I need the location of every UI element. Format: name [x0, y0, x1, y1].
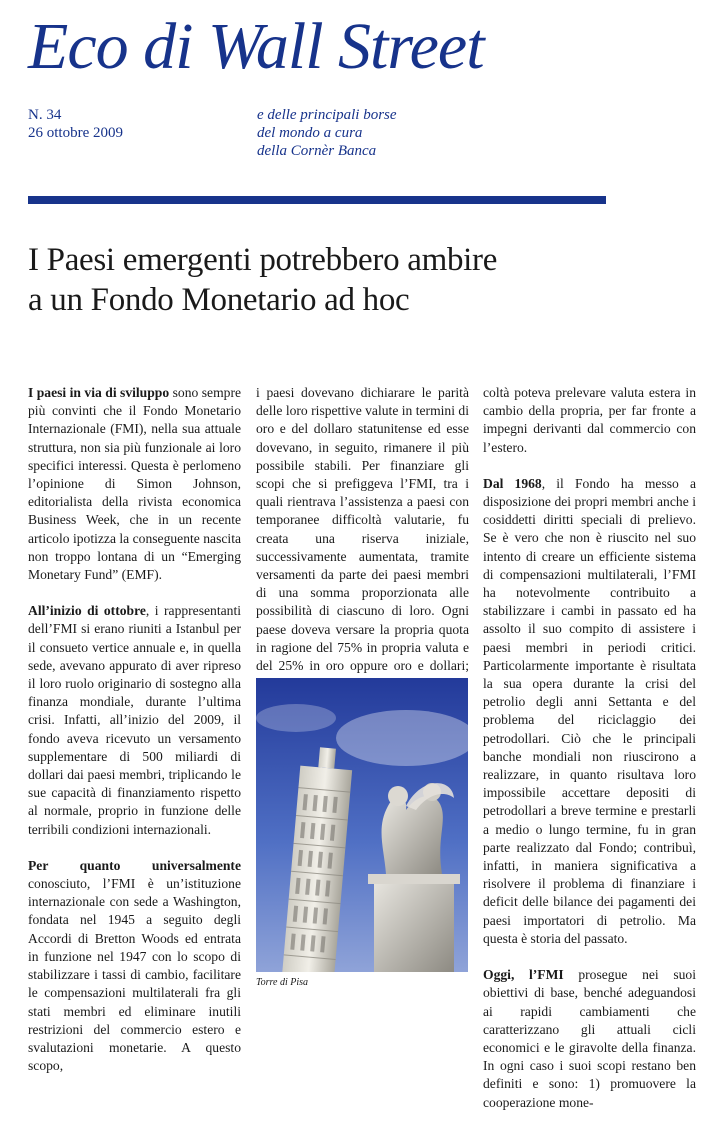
headline-line: a un Fondo Monetario ad hoc — [28, 282, 410, 318]
paragraph-lead: Dal 1968 — [483, 475, 542, 491]
tagline-line: del mondo a cura — [257, 125, 363, 141]
issue-number: N. 34 — [28, 107, 62, 123]
issue-date: 26 ottobre 2009 — [28, 125, 123, 141]
paragraph — [28, 602, 241, 839]
paragraph — [483, 475, 696, 948]
article-headline — [28, 240, 648, 320]
paragraph — [483, 384, 696, 457]
photo-illustration — [256, 678, 468, 972]
masthead-divider — [28, 196, 606, 204]
paragraph — [28, 384, 241, 584]
article-column-1 — [28, 384, 241, 1093]
headline-line: I Paesi emergenti potrebbero ambire — [28, 242, 498, 278]
paragraph-lead: Oggi, l’FMI — [483, 967, 564, 983]
torre-di-pisa-photo — [256, 678, 468, 972]
paragraph-text: , i rappresentanti dell’FMI si erano riuniti a Istanbul per il consueto vertice annuale e, in quella sede, avevano appurato di aver ripreso il loro ruolo originario di sostegno alla finanza mondiale, durante l’ultima crisi. Infatti, all’inizio del 2009, il fondo aveva ricevuto un versamento supplementare di 500 miliardi di dollari dai paesi membri, triplicando le sue capacità di finanziamento rispetto al normale, proprio in funzione delle terribili condizioni internazionali. — [28, 603, 241, 837]
paragraph-text: coltà poteva prelevare valuta estera in cambio della propria, per far fronte a impegni derivanti dal commercio con l’estero. — [483, 385, 696, 455]
paragraph-text: sono sempre più convinti che il Fondo Monetario Internazionale (FMI), nella sua attuale struttura, non sia più funzionale ai loro specifici interessi. Questa è perlomeno l’opinione di Simon Johnson, editorialista della rivista economica Business Week, che in un recente articolo ipotizza la conseguente nascita non troppo lontana di un “Emerging Monetary Fund” (EMF). — [28, 385, 242, 583]
paragraph-lead: Per quanto universalmente — [28, 857, 241, 873]
photo-caption: Torre di Pisa — [256, 977, 309, 988]
paragraph-text: , il Fondo ha messo a disposizione dei propri membri anche i cosiddetti diritti speciali di prelievo. Se è vero che non è riuscito nel suo intento di creare un efficiente sistema di compensazioni multilaterali, l’FMI ha notevolmente contribuito a stabilizzare i cambi in passato ed ha assolto il suo compito di assistere i paesi membri in periodi critici. Particolarmente importante è risultata la sua opera durante la crisi del petrolio degli anni Settanta e del problema del riciclaggio dei petrodollari. Ciò che le principali banche mondiali non riuscirono a realizzare, in quanto risultava loro impossibile accettare depositi di petrodollari a breve termine e prestarli a medio o lungo termine, fu in gran parte realizzato dal Fondo; contribuì, infatti, in maniera significativa a risolvere il problema di finanziare i deficit delle bilance dei pagamenti dei paesi importatori di petrolio. Ma questa è storia del passato. — [483, 475, 696, 946]
article-column-3 — [483, 384, 696, 1130]
paragraph-text: i paesi dovevano dichiarare le parità delle loro rispettive valute in termini di oro e del dollaro statunitense ed esse dovevano, in seguito, rimanere il più possibile stabili. Per finanziare gli scopi che si prefiggeva l’FMI, tra i quali rientrava l’assistenza a paesi con temporanee difficoltà valutarie, fu creata una riserva iniziale, successivamente aumentata, tramite versamenti da parte dei paesi membri di una somma proporzionata alle possibilità di ciascuno di loro. Ogni paese doveva versare la propria quota in ragione del 75% in propria valuta e del 25% in oro oppure oro e dollari; — [256, 385, 469, 674]
paragraph — [28, 857, 241, 1075]
tagline-line: della Cornèr Banca — [257, 143, 377, 159]
tagline-line: e delle principali borse — [257, 107, 397, 123]
article-column-2 — [256, 384, 469, 711]
masthead-tagline — [257, 106, 397, 160]
paragraph-text: prosegue nei suoi obiettivi di base, benché adeguandosi ai rapidi cambiamenti che caratterizzano gli attuali cicli economici e le giravolte della finanza. In ogni caso i suoi scopi restano ben definiti e sono: 1) promuovere la cooperazione mone- — [483, 967, 696, 1110]
masthead-title: Eco di Wall Street — [28, 10, 484, 83]
paragraph-lead: All’inizio di ottobre — [28, 603, 146, 619]
issue-info — [28, 106, 123, 142]
paragraph-lead: I paesi in via di sviluppo — [28, 385, 170, 400]
paragraph-text: conosciuto, l’FMI è un’istituzione internazionale con sede a Washington, fondata nel 1945 a seguito degli Accordi di Bretton Woods ed entrata in funzione nel 1947 con lo scopo di stabilizzare i tassi di cambio, facilitare le compensazioni multilaterali fra gli stati membri ed eliminare inutili restrizioni del commercio estero e svalutazioni monetarie. A questo scopo, — [28, 876, 241, 1074]
paragraph — [483, 966, 696, 1112]
paragraph — [256, 384, 469, 693]
